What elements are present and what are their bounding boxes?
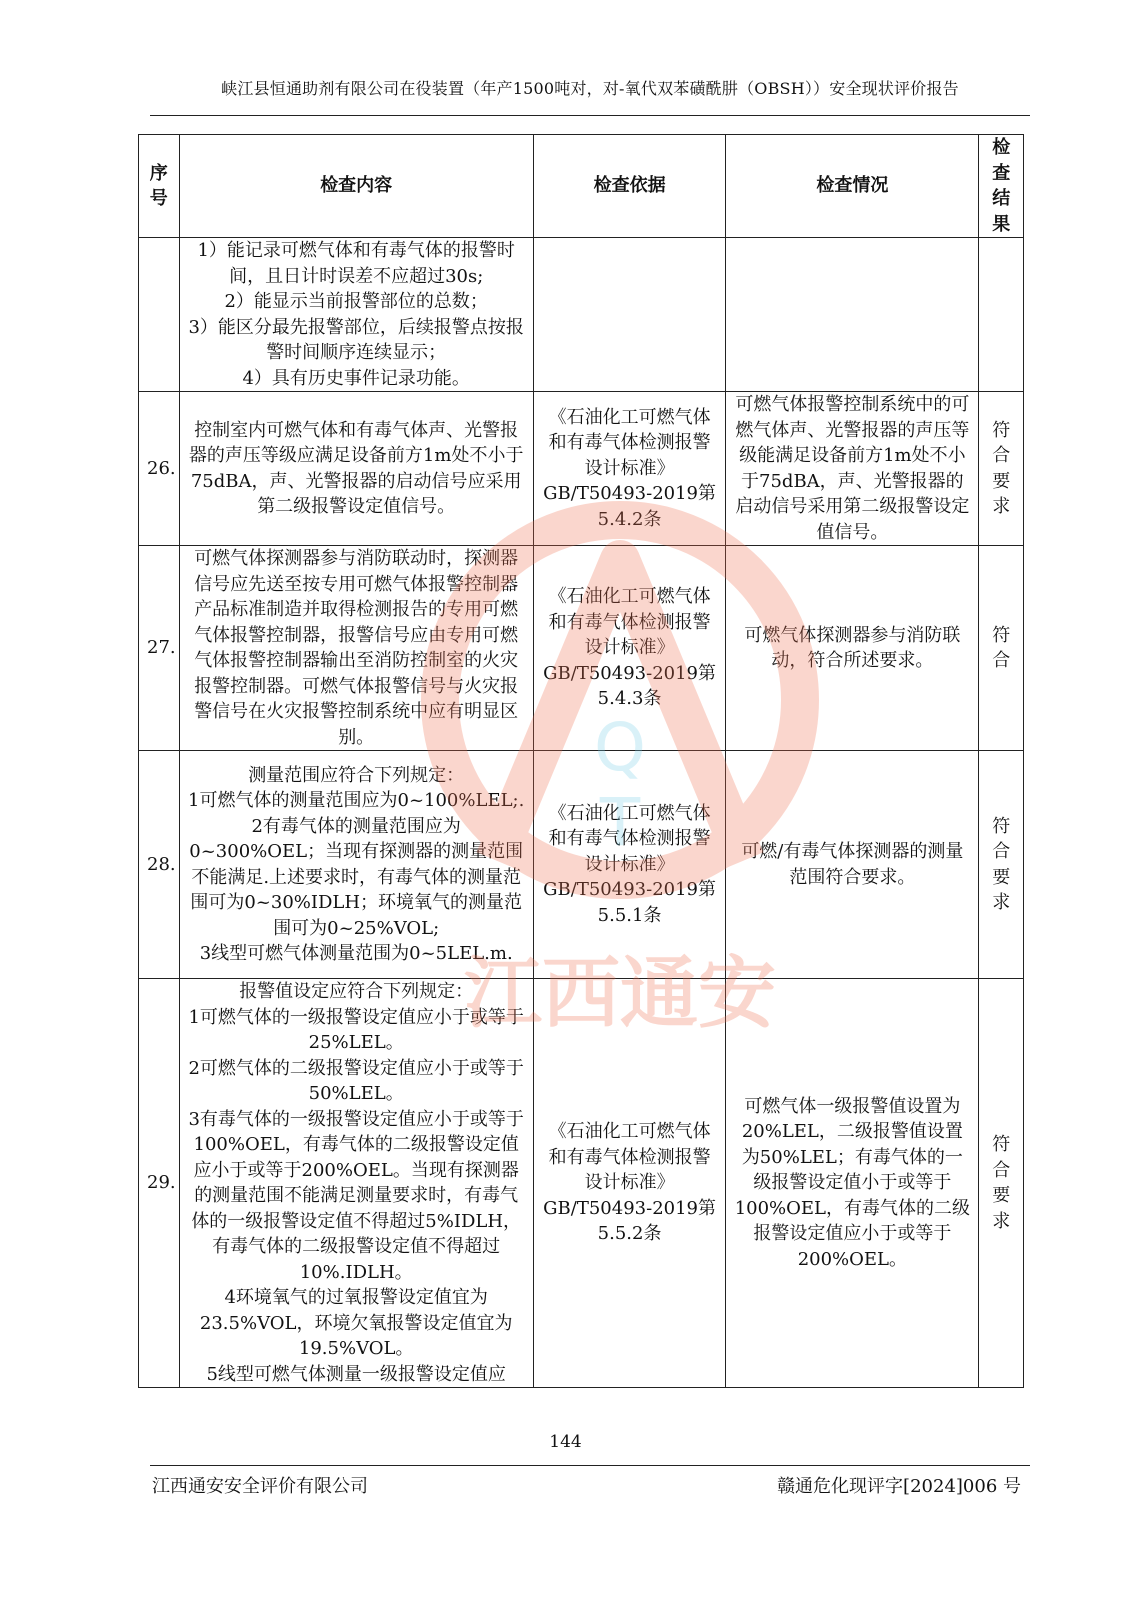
row-situation: 可燃气体一级报警值设置为20%LEL，二级报警值设置为50%LEL；有毒气体的一级报警设定值小于或等于100%OEL，有毒气体的二级报警设定值应小于或等于200%OEL。 [726, 979, 979, 1388]
header-rule [150, 115, 1030, 116]
watermark-text: 江西通安 [463, 949, 777, 1039]
row-content: 报警值设定应符合下列规定： 1可燃气体的一级报警设定值应小于或等于25%LEL。 2可燃气体的二级报警设定值应小于或等于50%LEL。 3有毒气体的一级报警设定值应小于或等于100%OEL，有毒气体的二级报警设定值应小于或等于200%OEL。当现有探测器的测量范围不能满足测量要求时，有毒气体的一级报警设定值不得超过5%IDLH，有毒气体的二级报警设定值不得超过10%.IDLH。 4环境氧气的过氧报警设定值宜为23.5%VOL，环境欠氧报警设定值宜为19.5%VOL。 5线型可燃气体测量一级报警设定值应 [179, 979, 533, 1388]
row-result: 符合要求 [979, 979, 1024, 1388]
col-header-no: 序号 [139, 135, 180, 238]
footer-company: 江西通安安全评价有限公司 [152, 1476, 368, 1497]
table-row [139, 546, 1024, 751]
row-result: 符合要求 [979, 392, 1024, 546]
row-content: 可燃气体探测器参与消防联动时，探测器信号应先送至按专用可燃气体报警控制器产品标准制造并取得检测报告的专用可燃气体报警控制器，报警信号应由专用可燃气体报警控制器输出至消防控制室的火灾报警控制器。可燃气体报警信号与火灾报警信号在火灾报警控制系统中应有明显区别。 [179, 546, 533, 751]
col-header-basis: 检查依据 [533, 135, 725, 238]
footer-rule [150, 1465, 1030, 1466]
row-number: 26. [139, 392, 180, 546]
watermark-letter-q: Q [594, 709, 646, 786]
table-row [139, 392, 1024, 546]
watermark-letter-t: T [599, 784, 641, 861]
row-content: 测量范围应符合下列规定： 1可燃气体的测量范围应为0~100%LEL;. 2有毒气体的测量范围应为0~300%OEL；当现有探测器的测量范围不能满足.上述要求时，有毒气体的测量范围可为0~30%IDLH；环境氧气的测量范围可为0~25%VOL; 3线型可燃气体测量范围为0~5LEL.m. [179, 751, 533, 979]
row-situation: 可燃气体探测器参与消防联动，符合所述要求。 [726, 546, 979, 751]
row-content: 控制室内可燃气体和有毒气体声、光警报器的声压等级应满足设备前方1m处不小于75dBA，声、光警报器的启动信号应采用第二级报警设定值信号。 [179, 392, 533, 546]
row-basis: 《石油化工可燃气体和有毒气体检测报警设计标准》GB/T50493-2019第5.5.1条 [533, 751, 725, 979]
col-header-situation: 检查情况 [726, 135, 979, 238]
table-row [139, 751, 1024, 979]
row-number: 29. [139, 979, 180, 1388]
row-basis: 《石油化工可燃气体和有毒气体检测报警设计标准》GB/T50493-2019第5.4.3条 [533, 546, 725, 751]
page-number: 144 [549, 1432, 582, 1452]
row-result: 符合 [979, 546, 1024, 751]
row-situation [726, 238, 979, 392]
col-header-result: 检查结果 [979, 135, 1024, 238]
row-situation: 可燃/有毒气体探测器的测量范围符合要求。 [726, 751, 979, 979]
row-number [139, 238, 180, 392]
page-header-title: 峡江县恒通助剂有限公司在役装置（年产1500吨对，对-氧代双苯磺酰肼（OBSH））安全现状评价报告 [221, 79, 959, 98]
row-content: 1）能记录可燃气体和有毒气体的报警时间，且日计时误差不应超过30s; 2）能显示当前报警部位的总数； 3）能区分最先报警部位，后续报警点按报警时间顺序连续显示； 4）具有历史事件记录功能。 [179, 238, 533, 392]
row-situation: 可燃气体报警控制系统中的可燃气体声、光警报器的声压等级能满足设备前方1m处不小于75dBA，声、光警报器的启动信号采用第二级报警设定值信号。 [726, 392, 979, 546]
row-result: 符合要求 [979, 751, 1024, 979]
row-basis: 《石油化工可燃气体和有毒气体检测报警设计标准》GB/T50493-2019第5.5.2条 [533, 979, 725, 1388]
inspection-table [138, 134, 1024, 1388]
row-number: 27. [139, 546, 180, 751]
table-row [139, 979, 1024, 1388]
row-basis [533, 238, 725, 392]
table-row [139, 238, 1024, 392]
row-result [979, 238, 1024, 392]
table-header-row [139, 135, 1024, 238]
row-basis: 《石油化工可燃气体和有毒气体检测报警设计标准》GB/T50493-2019第5.4.2条 [533, 392, 725, 546]
col-header-content: 检查内容 [179, 135, 533, 238]
footer-doc-number: 赣通危化现评字[2024]006 号 [777, 1476, 1021, 1497]
row-number: 28. [139, 751, 180, 979]
